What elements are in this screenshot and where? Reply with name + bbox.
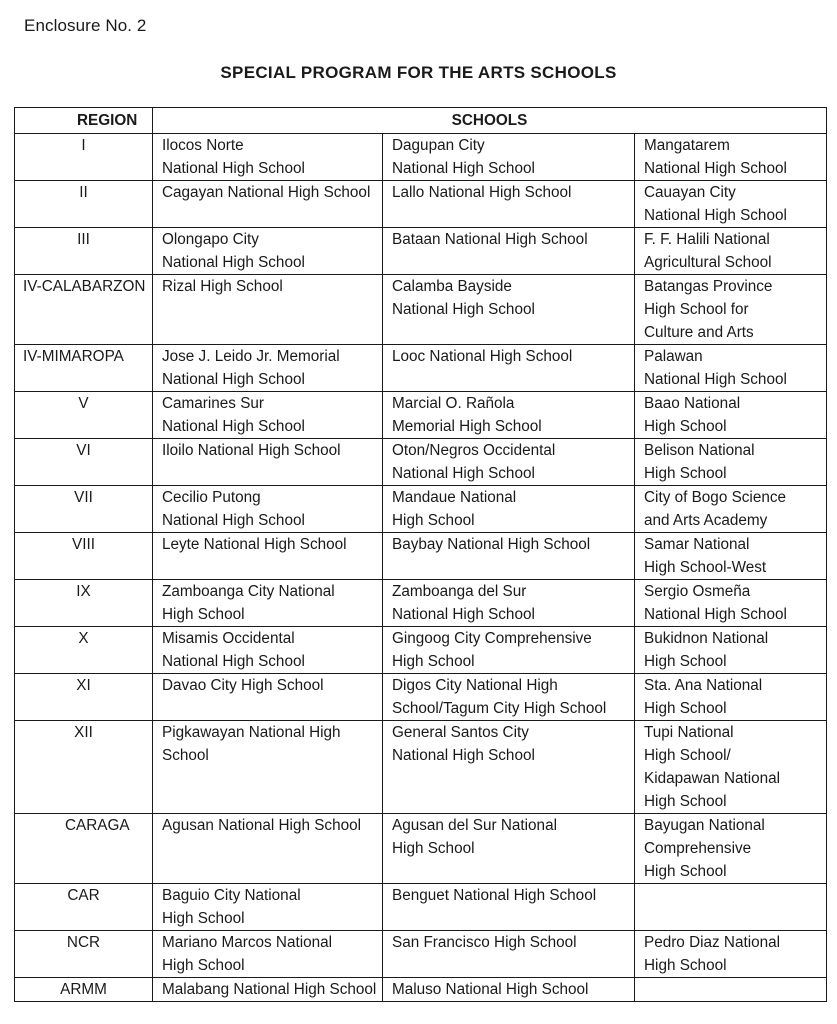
school-name-line: Kidapawan National [644,770,781,787]
school-cell [153,439,383,486]
school-name-line: General Santos City [392,724,529,741]
school-name-line: Cauayan City [644,184,736,201]
table-row [15,439,827,486]
school-name-line: High School [644,863,727,880]
school-name-line: Samar National [644,536,750,553]
school-cell [635,931,827,978]
school-name-line: Baguio City National [162,887,301,904]
school-name-line: Zamboanga City National [162,583,335,600]
school-cell [383,533,635,580]
school-cell [153,721,383,814]
school-name-line: High School [644,793,727,810]
region-cell: VII [15,486,153,533]
school-name-line: National High School [392,301,535,318]
school-name-line: Cecilio Putong [162,489,261,506]
school-name-line: Batangas Province [644,278,773,295]
table-row [15,978,827,1002]
school-name-line: Dagupan City [392,137,485,154]
school-name-line: Olongapo City [162,231,259,248]
school-cell [383,674,635,721]
school-cell [635,814,827,884]
school-name-line: Zamboanga del Sur [392,583,527,600]
school-name-line: Cagayan National High School [162,184,371,201]
table-row [15,392,827,439]
school-name-line: Misamis Occidental [162,630,295,647]
region-cell: IV-MIMAROPA [15,345,153,392]
region-header: REGION [15,108,153,134]
table-row [15,721,827,814]
school-cell [153,533,383,580]
school-name-line: Davao City High School [162,677,324,694]
school-name-line: National High School [162,371,305,388]
school-name-line: High School [644,700,727,717]
table-header-row [15,108,827,134]
school-cell [635,181,827,228]
school-name-line: Belison National [644,442,755,459]
school-cell [153,931,383,978]
schools-header: SCHOOLS [153,108,827,134]
school-name-line: National High School [644,606,787,623]
school-name-line: High School [644,653,727,670]
school-name-line: School [162,747,209,764]
school-name-line: Agricultural School [644,254,772,271]
school-name-line: High School [644,957,727,974]
school-name-line: Bayugan National [644,817,765,834]
school-name-line: Lallo National High School [392,184,572,201]
school-name-line: Comprehensive [644,840,752,857]
school-cell [383,884,635,931]
school-name-line: High School [392,512,475,529]
school-cell [153,392,383,439]
school-name-line: High School/ [644,747,731,764]
school-name-line: Bataan National High School [392,231,588,248]
school-name-line: Pedro Diaz National [644,934,781,951]
school-name-line: Sergio Osmeña [644,583,751,600]
school-cell [383,392,635,439]
region-cell: XII [15,721,153,814]
school-name-line: National High School [162,160,305,177]
region-cell: CAR [15,884,153,931]
school-name-line: High School [644,418,727,435]
school-cell [383,181,635,228]
school-cell [383,486,635,533]
table-row [15,674,827,721]
school-name-line: Tupi National [644,724,734,741]
school-name-line: Mangatarem [644,137,730,154]
school-name-line: Looc National High School [392,348,573,365]
school-cell [383,134,635,181]
table-row [15,884,827,931]
school-cell [383,345,635,392]
school-cell [153,275,383,345]
school-cell [635,721,827,814]
school-name-line: Gingoog City Comprehensive [392,630,592,647]
enclosure-label: Enclosure No. 2 [24,16,147,35]
region-cell: IV-CALABARZON [15,275,153,345]
school-name-line: San Francisco High School [392,934,577,951]
table-row [15,814,827,884]
school-cell [635,533,827,580]
region-cell: IX [15,580,153,627]
school-name-line: Leyte National High School [162,536,347,553]
school-name-line: Baybay National High School [392,536,591,553]
school-name-line: Camarines Sur [162,395,265,412]
region-cell: ARMM [15,978,153,1002]
region-cell: I [15,134,153,181]
school-name-line: Digos City National High [392,677,558,694]
school-cell [383,814,635,884]
table-row [15,275,827,345]
schools-table [14,107,827,1002]
table-row [15,533,827,580]
school-cell [383,931,635,978]
region-cell: VIII [15,533,153,580]
school-name-line: National High School [644,160,787,177]
school-name-line: Oton/Negros Occidental [392,442,556,459]
region-cell: V [15,392,153,439]
school-name-line: Calamba Bayside [392,278,512,295]
school-name-line: Baao National [644,395,741,412]
school-name-line: National High School [162,653,305,670]
school-name-line: High School [392,653,475,670]
school-name-line: National High School [392,160,535,177]
school-name-line: Pigkawayan National High [162,724,341,741]
school-cell [383,627,635,674]
school-name-line: Memorial High School [392,418,542,435]
school-name-line: National High School [392,747,535,764]
school-cell [153,627,383,674]
school-name-line: F. F. Halili National [644,231,770,248]
school-cell [153,345,383,392]
school-name-line: Agusan del Sur National [392,817,557,834]
table-row [15,486,827,533]
school-cell [635,228,827,275]
table-row [15,228,827,275]
school-name-line: National High School [644,207,787,224]
school-name-line: Mandaue National [392,489,517,506]
school-name-line: and Arts Academy [644,512,768,529]
school-cell [153,134,383,181]
school-cell [635,345,827,392]
region-cell: III [15,228,153,275]
school-name-line: City of Bogo Science [644,489,786,506]
school-cell [153,486,383,533]
school-cell [635,275,827,345]
school-name-line: Malabang National High School [162,981,377,998]
school-cell [383,439,635,486]
document-title: SPECIAL PROGRAM FOR THE ARTS SCHOOLS [220,63,617,82]
school-cell [383,580,635,627]
school-cell [635,392,827,439]
school-name-line: Jose J. Leido Jr. Memorial [162,348,340,365]
school-cell [635,439,827,486]
school-name-line: National High School [392,606,535,623]
school-cell [635,486,827,533]
school-name-line: High School [392,840,475,857]
table-row [15,181,827,228]
region-cell: XI [15,674,153,721]
school-cell [635,674,827,721]
table-body [15,134,827,1002]
school-cell [383,275,635,345]
school-name-line: High School for [644,301,749,318]
school-name-line: National High School [162,512,305,529]
school-cell [153,674,383,721]
school-cell [635,978,827,1002]
table-row [15,345,827,392]
region-cell: NCR [15,931,153,978]
school-cell [383,721,635,814]
school-cell [153,228,383,275]
school-cell [383,978,635,1002]
school-name-line: National High School [392,465,535,482]
school-name-line: Sta. Ana National [644,677,763,694]
region-cell: II [15,181,153,228]
table-row [15,580,827,627]
school-name-line: Maluso National High School [392,981,589,998]
school-name-line: High School-West [644,559,767,576]
school-cell [383,228,635,275]
school-name-line: Palawan [644,348,703,365]
school-cell [153,181,383,228]
school-name-line: High School [162,957,245,974]
school-name-line: Agusan National High School [162,817,361,834]
school-cell [153,978,383,1002]
school-name-line: National High School [162,254,305,271]
school-cell [635,627,827,674]
school-name-line: High School [644,465,727,482]
region-cell: X [15,627,153,674]
school-cell [153,580,383,627]
school-name-line: Bukidnon National [644,630,769,647]
school-cell [635,134,827,181]
school-name-line: Marcial O. Rañola [392,395,515,412]
school-name-line: High School [162,606,245,623]
school-name-line: Benguet National High School [392,887,597,904]
table-row [15,931,827,978]
school-name-line: National High School [644,371,787,388]
school-cell [635,580,827,627]
school-name-line: Culture and Arts [644,324,754,341]
school-name-line: Mariano Marcos National [162,934,333,951]
school-cell [153,814,383,884]
school-name-line: Ilocos Norte [162,137,244,154]
school-name-line: Iloilo National High School [162,442,341,459]
table-row [15,134,827,181]
school-name-line: Rizal High School [162,278,283,295]
school-name-line: National High School [162,418,305,435]
school-name-line: High School [162,910,245,927]
region-cell: CARAGA [15,814,153,884]
school-cell [635,884,827,931]
school-cell [153,884,383,931]
school-name-line: School/Tagum City High School [392,700,607,717]
region-cell: VI [15,439,153,486]
table-row [15,627,827,674]
